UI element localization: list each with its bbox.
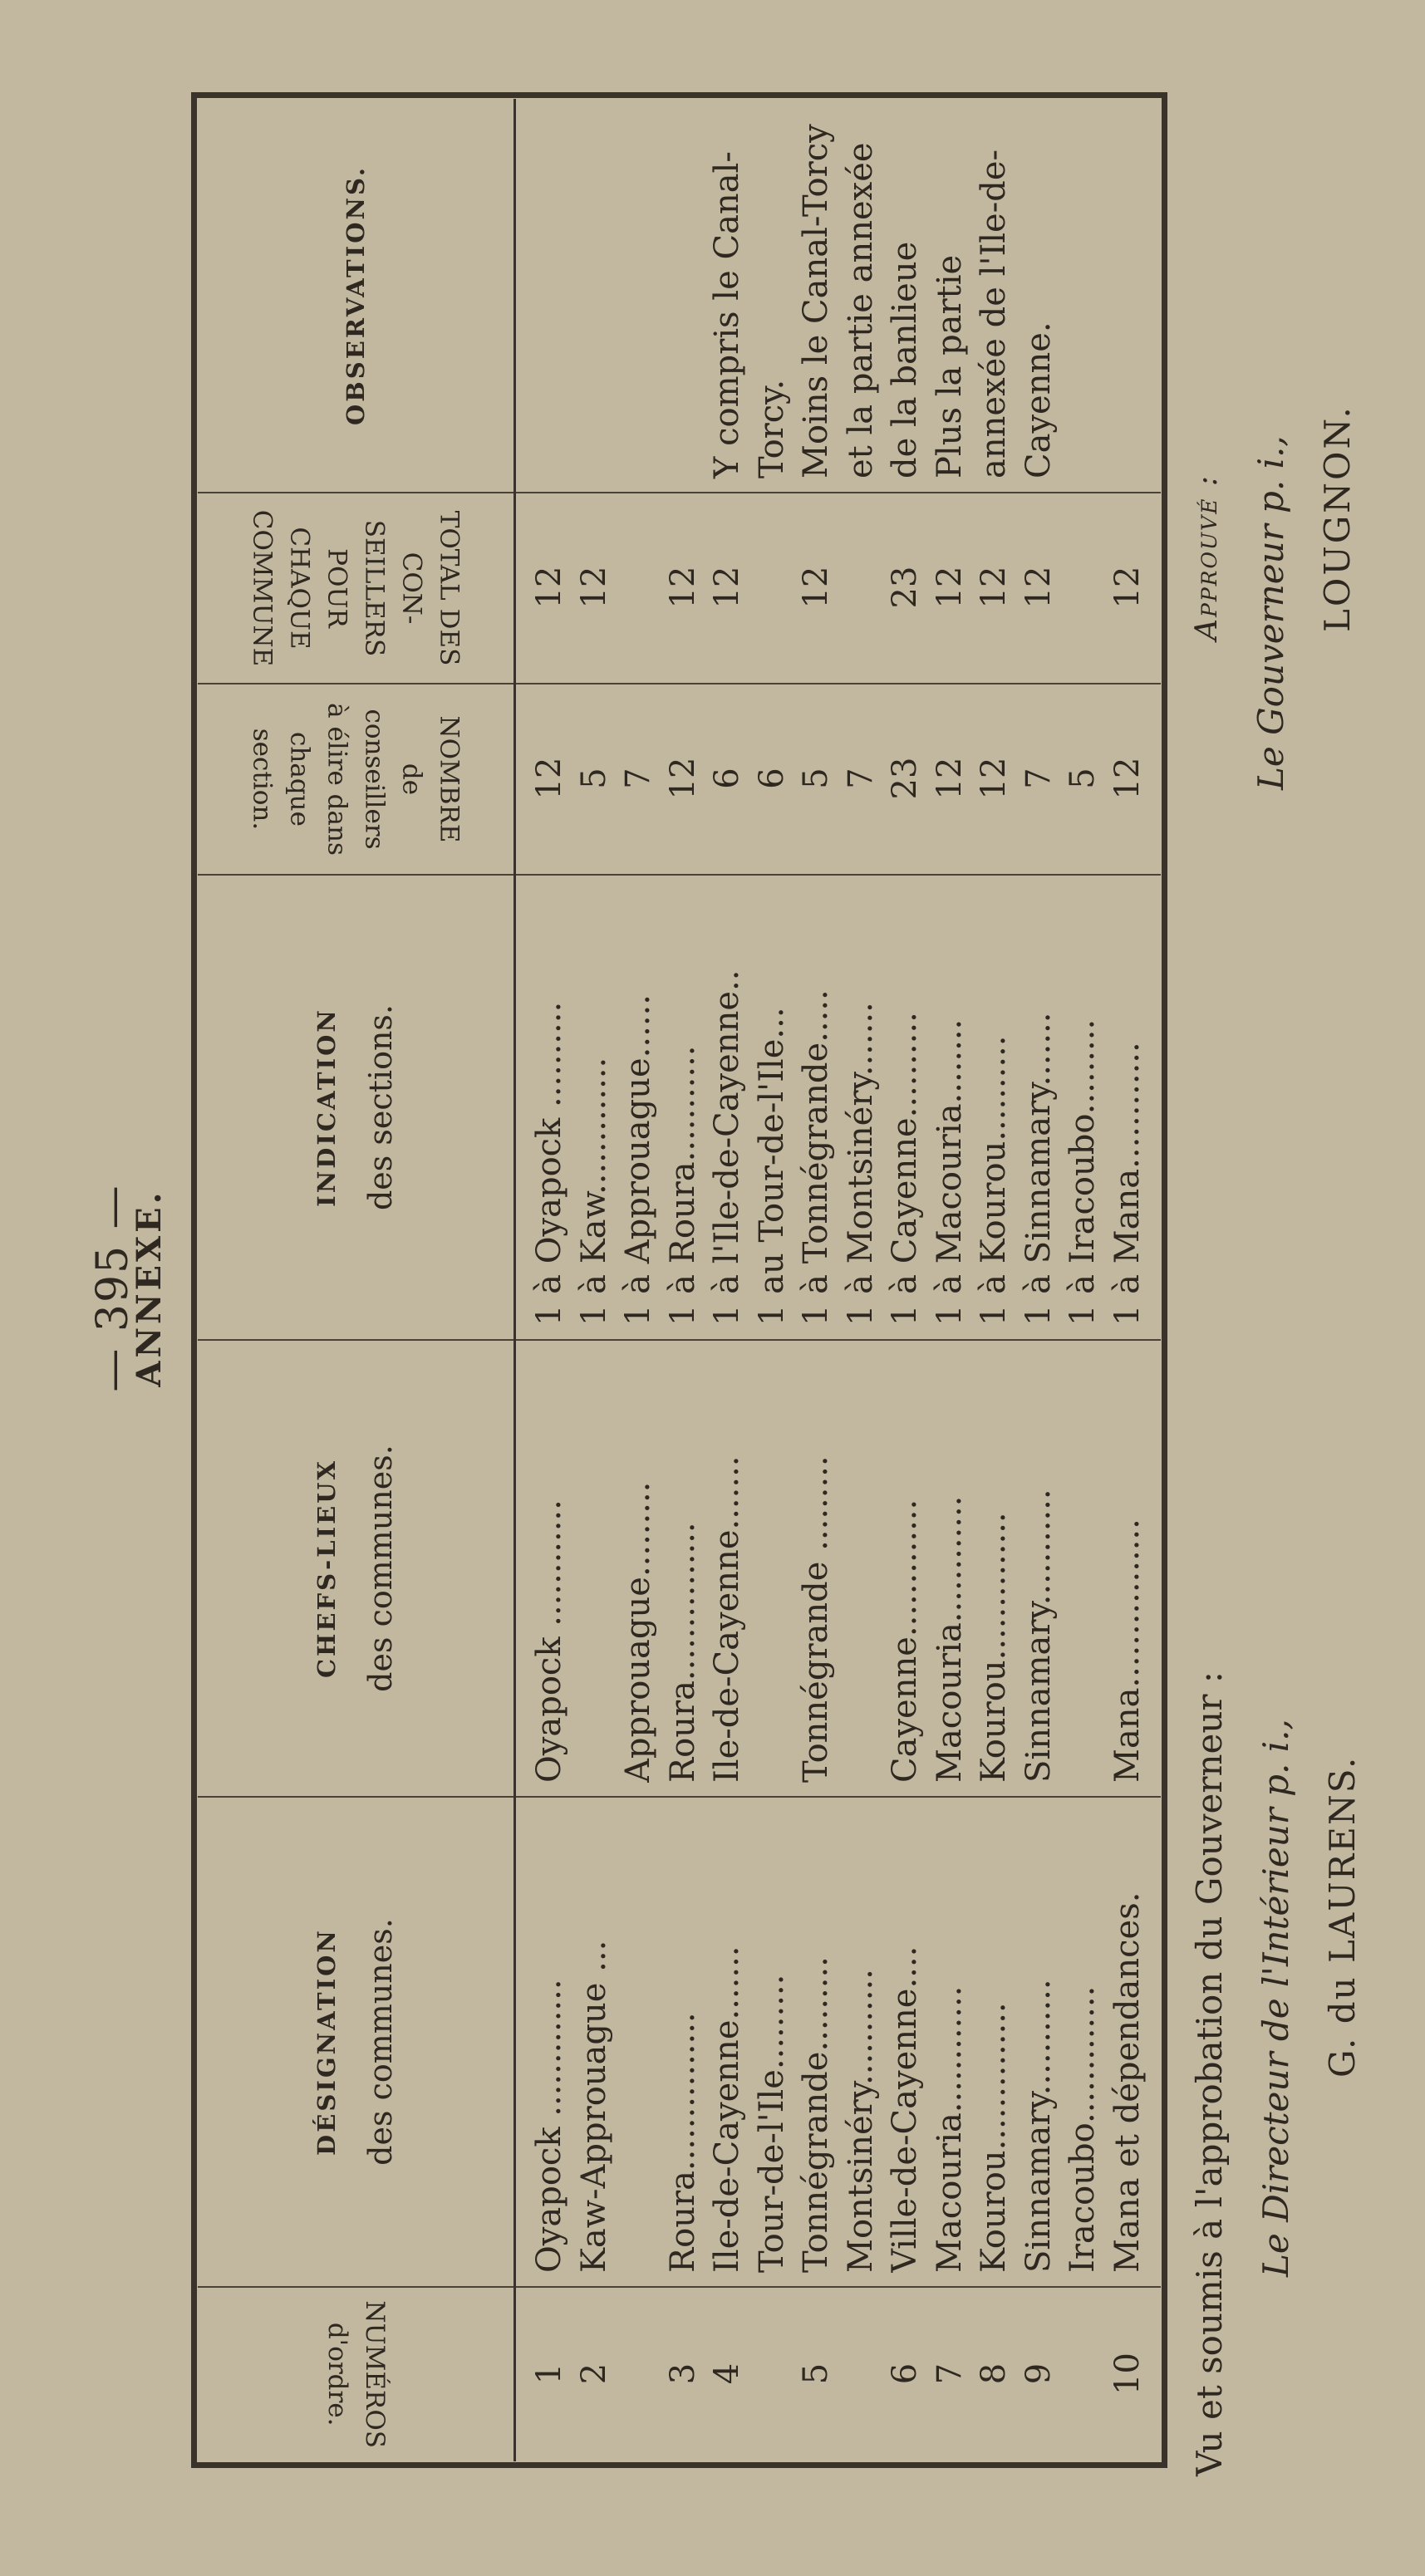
- total-entry: 12: [574, 566, 613, 609]
- indication-entry: 1 à Kaw.............: [574, 1057, 613, 1326]
- designation-entry: Ile-de-Cayenne.......: [708, 1945, 746, 2273]
- chef-lieu-entry: Ile-de-Cayenne.......: [708, 1455, 746, 1783]
- observation-plus-ile: Plus la partie annexée de l'Ile-de-Cayenne.: [930, 149, 1058, 478]
- header-chefs-lieux: CHEFS-LIEUX des communes.: [198, 1340, 515, 1797]
- row-number: 4: [708, 2363, 746, 2385]
- nombre-entry: 12: [530, 757, 568, 800]
- chef-lieu-entry: [839, 1352, 884, 1783]
- chef-lieu-entry: [572, 1352, 617, 1783]
- row-number: 6: [886, 2363, 924, 2385]
- observation-moins-torcy: Moins le Canal-Torcy et la partie annexée de la banlieue: [797, 124, 924, 478]
- nombre-entry: 12: [1108, 757, 1147, 800]
- total-entry: 12: [663, 566, 702, 609]
- chef-lieu-entry: Sinnamary...........: [1019, 1489, 1058, 1783]
- designation-entry: Iracoubo.............: [1064, 1985, 1102, 2273]
- row-number: [1061, 2299, 1106, 2448]
- total-entry: 12: [797, 566, 835, 609]
- nombre-entry: 7: [619, 768, 657, 789]
- row-number: [839, 2299, 884, 2448]
- total-entry: 12: [530, 566, 568, 609]
- indication-entry: 1 à Iracoubo.........: [1064, 1018, 1102, 1326]
- designation-entry: Tonnégrande.........: [797, 1956, 835, 2273]
- vu-et-soumis: Vu et soumis à l'approbation du Gouverneur :: [1189, 1671, 1230, 2476]
- column-chefs-lieux: [515, 1340, 1162, 1797]
- indication-entry: 1 à Macouria........: [930, 1018, 969, 1326]
- header-indication: INDICATION des sections.: [198, 875, 515, 1340]
- nombre-entry: 7: [841, 768, 880, 789]
- chef-lieu-entry: Approuague.........: [619, 1481, 657, 1783]
- designation-entry: Roura...............: [663, 2012, 702, 2273]
- designation-entry: Macouria............: [930, 1985, 969, 2273]
- column-designation: [515, 1797, 1162, 2287]
- header-row: [198, 99, 515, 2461]
- total-entry: [750, 505, 795, 670]
- designation-entry: Ville-de-Cayenne....: [886, 1945, 924, 2273]
- nombre-entry: 7: [1019, 768, 1058, 789]
- observation-torcy: Y compris le Canal-Torcy.: [708, 151, 791, 478]
- chef-lieu-entry: Tonnégrande .........: [797, 1455, 835, 1783]
- indication-entry: 1 à l'Ile-de-Cayenne..: [708, 969, 746, 1326]
- row-number: [617, 2299, 661, 2448]
- indication-entry: 1 à Mana............: [1108, 1042, 1147, 1326]
- row-number: [750, 2299, 795, 2448]
- designation-entry: Tour-de-l'Ile.........: [752, 1974, 791, 2273]
- nombre-entry: 5: [574, 768, 613, 789]
- row-number: 7: [930, 2363, 969, 2385]
- designation-entry: Oyapock .............: [530, 1979, 568, 2273]
- chef-lieu-entry: Cayenne.............: [886, 1499, 924, 1783]
- designation-entry: Montsinéry...........: [841, 1969, 880, 2273]
- designation-entry: Kourou..............: [975, 2002, 1013, 2273]
- total-entry: [839, 505, 884, 670]
- total-entry: [1061, 505, 1106, 670]
- total-entry: 23: [886, 566, 924, 609]
- column-indication: [515, 875, 1162, 1340]
- header-observations: OBSERVATIONS.: [198, 99, 515, 493]
- indication-entry: 1 à Cayenne..........: [886, 1012, 924, 1326]
- table-body-row: [515, 99, 1162, 2461]
- total-entry: 12: [708, 566, 746, 609]
- chef-lieu-entry: Kourou..............: [975, 1512, 1013, 1783]
- signature-lougnon: LOUGNON.: [1317, 405, 1358, 632]
- chef-lieu-entry: Roura...............: [663, 1522, 702, 1783]
- indication-entry: 1 à Kourou..........: [975, 1035, 1013, 1326]
- approuve-label: Approuvé :: [1190, 474, 1224, 640]
- nombre-entry: 6: [708, 768, 746, 789]
- header-total: TOTAL DES CON- SEILLERS POUR CHAQUE COMMUNE: [198, 493, 515, 684]
- annex-title: ANNEXE.: [130, 1189, 169, 1387]
- header-designation: DÉSIGNATION des communes.: [198, 1797, 515, 2287]
- total-entry: 12: [930, 566, 969, 609]
- chef-lieu-entry: Macouria............: [930, 1495, 969, 1783]
- total-entry: 12: [1108, 566, 1147, 609]
- column-observations: [515, 99, 1162, 493]
- indication-entry: 1 à Oyapock ..........: [530, 1001, 568, 1326]
- designation-entry: Mana et dépendances.: [1108, 1892, 1147, 2273]
- chef-lieu-entry: [750, 1352, 795, 1783]
- nombre-entry: 12: [663, 757, 702, 800]
- total-entry: 12: [975, 566, 1013, 609]
- total-entry: 12: [1019, 566, 1058, 609]
- designation-entry: Kaw-Approuague ...: [574, 1940, 613, 2273]
- row-number: 5: [797, 2363, 835, 2385]
- header-nombre: NOMBRE de conseillers à élire dans chaque section.: [198, 684, 515, 875]
- indication-entry: 1 à Sinnamary.......: [1019, 1012, 1058, 1326]
- row-number: 1: [530, 2363, 568, 2385]
- gouverneur-label: Le Gouverneur p. i.,: [1251, 435, 1291, 790]
- row-number: 10: [1108, 2353, 1147, 2395]
- nombre-entry: 5: [797, 768, 835, 789]
- chef-lieu-entry: Oyapock ............: [530, 1499, 568, 1783]
- indication-entry: 1 au Tour-de-l'Ile...: [752, 1007, 791, 1326]
- designation-entry: Sinnamary...........: [1019, 1979, 1058, 2273]
- indication-entry: 1 à Montsinéry.......: [841, 1002, 880, 1326]
- page-number: — 395 —: [88, 1184, 138, 1392]
- indication-entry: 1 à Tonnégrande.....: [797, 989, 835, 1326]
- chef-lieu-entry: [1061, 1352, 1106, 1783]
- nombre-entry: 6: [752, 768, 791, 789]
- total-entry: [617, 505, 661, 670]
- column-nombre: [515, 684, 1162, 875]
- nombre-entry: 12: [975, 757, 1013, 800]
- column-total: [515, 493, 1162, 684]
- designation-entry: [617, 1809, 661, 2273]
- row-number: 2: [574, 2363, 613, 2385]
- header-numero: NUMÉROS d'ordre.: [198, 2287, 515, 2461]
- chef-lieu-entry: Mana................: [1108, 1519, 1147, 1783]
- signature-du-laurens: G. du LAURENS.: [1322, 1755, 1363, 2078]
- approval-right: [1190, 209, 1358, 790]
- directeur-interieur: Le Directeur de l'Intérieur p. i.,: [1255, 1719, 1296, 2277]
- row-number: 8: [975, 2363, 1013, 2385]
- nombre-entry: 5: [1064, 768, 1102, 789]
- row-number: 3: [663, 2363, 702, 2385]
- approval-left: [1189, 856, 1363, 2476]
- row-number: 9: [1019, 2363, 1058, 2385]
- annex-table: [198, 99, 1161, 2461]
- nombre-entry: 12: [930, 757, 969, 800]
- nombre-entry: 23: [886, 757, 924, 800]
- column-numero: [515, 2287, 1162, 2461]
- indication-entry: 1 à Roura...........: [663, 1045, 702, 1326]
- indication-entry: 1 à Approuague......: [619, 994, 657, 1326]
